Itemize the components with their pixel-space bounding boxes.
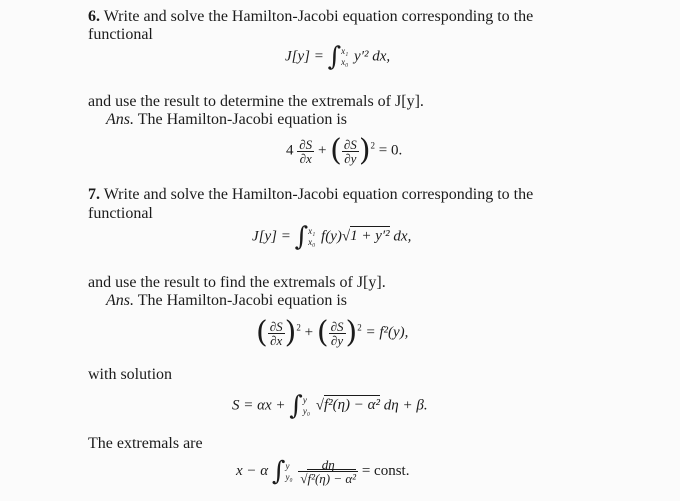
problem-6-hj-equation: 4 $\frac{\partial S}{\partial x}$ + ( $\frac{\partial S}{\partial y}$ )$^2$ = 0. <box>286 133 403 168</box>
exponent-2: 2 <box>357 322 362 333</box>
problem-7-line1 <box>88 186 533 204</box>
integrand-a: f(y)√ <box>321 228 351 245</box>
problem-7-answer <box>106 292 347 310</box>
exponent-1: 2 <box>296 322 301 333</box>
solution-lhs: S = αx + <box>232 397 286 414</box>
integral-limits: x₁ x₀ <box>308 226 316 247</box>
solution-tail: dη + β. <box>383 397 428 414</box>
problem-6-functional <box>285 42 391 72</box>
radicand: 1 + y′² <box>350 228 390 245</box>
problem-7-line2: functional <box>88 205 153 222</box>
answer-text: The Hamilton-Jacobi equation is <box>137 292 347 309</box>
integral-sign: ∫ <box>289 391 303 421</box>
problem-6-number: 6. <box>88 8 100 25</box>
answer-label: Ans. <box>106 111 134 128</box>
fraction-dS-dy: $\frac{\partial S}{\partial y}$ <box>343 136 357 166</box>
problem-6-text: Write and solve the Hamilton-Jacobi equation corresponding to the <box>103 8 534 25</box>
problem-7-functional <box>252 222 412 252</box>
answer-text: The Hamilton-Jacobi equation is <box>137 111 347 128</box>
extremals-rhs: = const. <box>361 462 410 479</box>
integral-sign: ∫ <box>327 42 342 72</box>
functional-lhs: J[y] = <box>285 48 324 65</box>
radicand: f²(η) − α² <box>323 397 381 414</box>
integral-limits: y y₀ <box>302 395 310 416</box>
fraction-dS-dx: $\frac{\partial S}{\partial x}$ <box>299 136 313 166</box>
exponent: 2 <box>370 140 376 151</box>
fraction-dS-dx: $\frac{\partial S}{\partial x}$ <box>269 318 283 348</box>
rhs: = f²(y), <box>365 324 409 341</box>
coef: 4 <box>286 142 294 159</box>
plus: + <box>304 324 314 341</box>
problem-6-answer <box>106 111 347 129</box>
extremals-lhs: x − α <box>236 462 269 479</box>
extremals-fraction: $\frac{d\eta}{\text{√f²(η) − α²}}$ <box>300 457 357 486</box>
problem-7-text: Write and solve the Hamilton-Jacobi equation corresponding to the <box>103 186 534 203</box>
plus: + <box>317 142 327 159</box>
problem-6-after: and use the result to determine the extremals of J[y]. <box>88 93 424 110</box>
problem-6-line2: functional <box>88 26 153 43</box>
with-solution-label: with solution <box>88 366 173 383</box>
solution-equation: S = αx + ∫ y y₀ √f²(η) − α² dη + β. <box>232 391 428 421</box>
problem-7-after: and use the result to find the extremals of J[y]. <box>88 274 386 291</box>
rhs: = 0. <box>378 142 403 159</box>
integral-limits: y y₀ <box>285 460 293 482</box>
fraction-dS-dy: $\frac{\partial S}{\partial y}$ <box>330 318 344 348</box>
functional-lhs: J[y] = <box>252 228 291 245</box>
extremals-label: The extremals are <box>88 435 203 452</box>
integral-limits: x₁ x₀ <box>341 46 349 67</box>
integral-sign: ∫ <box>271 456 286 487</box>
problem-6-line1 <box>88 8 533 26</box>
integral-sign: ∫ <box>294 222 309 252</box>
integrand-b: dx, <box>389 228 412 245</box>
problem-7-hj-equation: ( $\frac{\partial S}{\partial x}$ )$^2$ + ( $\frac{\partial S}{\partial y}$ )$^2$ = f²(y), <box>256 315 409 350</box>
extremals-equation <box>236 458 409 485</box>
problem-7-number: 7. <box>88 186 100 203</box>
answer-label: Ans. <box>106 292 134 309</box>
functional-integrand: y′² dx, <box>354 48 391 65</box>
